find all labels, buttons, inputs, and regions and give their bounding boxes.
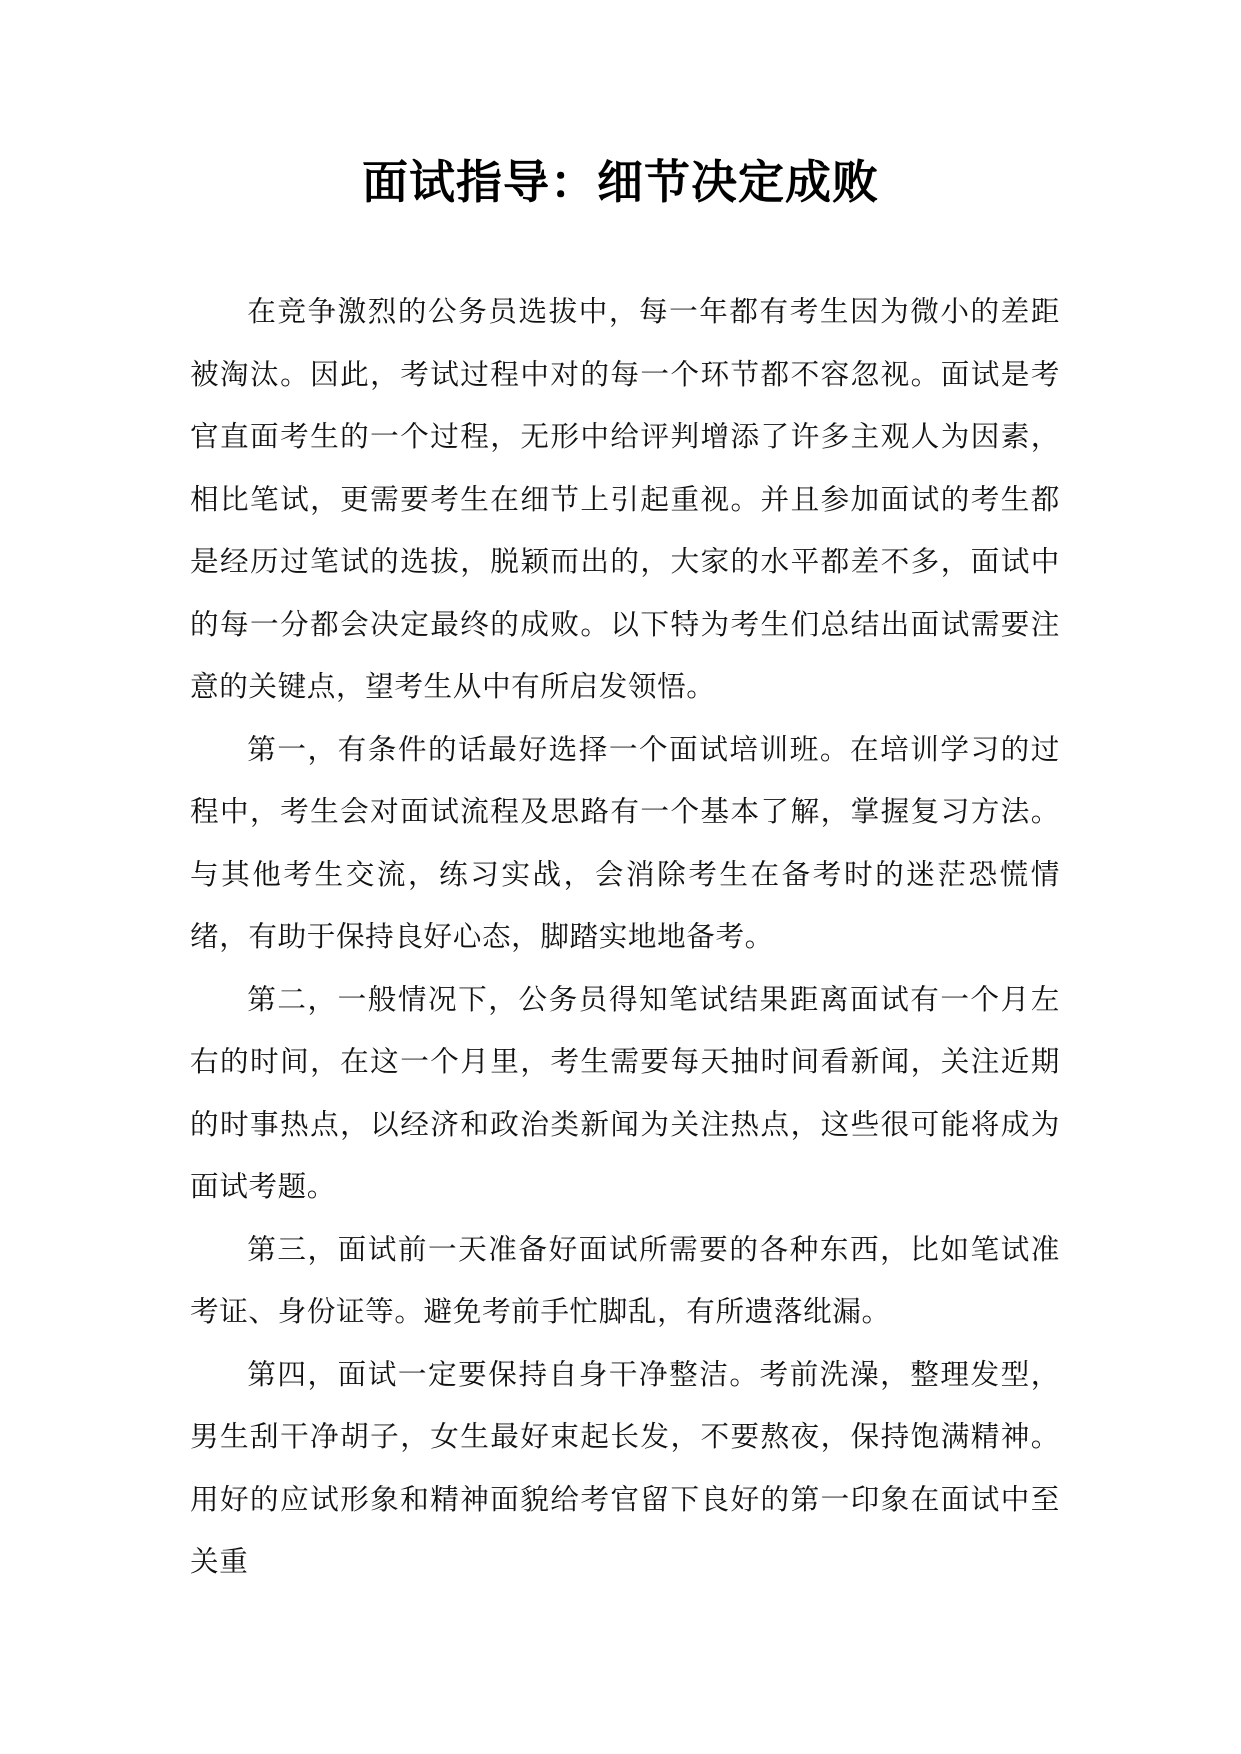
document-title: 面试指导：细节决定成败 bbox=[362, 155, 879, 209]
document-body bbox=[190, 280, 1060, 1593]
paragraph-point-4: 第四，面试一定要保持自身干净整洁。考前洗澡，整理发型，男生刮干净胡子，女生最好束起长发，不要熬夜，保持饱满精神。用好的应试形象和精神面貌给考官留下良好的第一印象在面试中至关重 bbox=[190, 1356, 1060, 1578]
paragraph-point-3: 第三，面试前一天准备好面试所需要的各种东西，比如笔试准考证、身份证等。避免考前手忙脚乱，有所遗落纰漏。 bbox=[190, 1231, 1060, 1328]
paragraph-point-2: 第二，一般情况下，公务员得知笔试结果距离面试有一个月左右的时间，在这一个月里，考生需要每天抽时间看新闻，关注近期的时事热点，以经济和政治类新闻为关注热点，这些很可能将成为面试考题。 bbox=[190, 981, 1060, 1203]
paragraph-point-1: 第一，有条件的话最好选择一个面试培训班。在培训学习的过程中，考生会对面试流程及思路有一个基本了解，掌握复习方法。与其他考生交流，练习实战，会消除考生在备考时的迷茫恐慌情绪，有助于保持良好心态，脚踏实地地备考。 bbox=[190, 731, 1060, 953]
paragraph-intro: 在竞争激烈的公务员选拔中，每一年都有考生因为微小的差距被淘汰。因此，考试过程中对的每一个环节都不容忽视。面试是考官直面考生的一个过程，无形中给评判增添了许多主观人为因素，相比笔试，更需要考生在细节上引起重视。并且参加面试的考生都是经历过笔试的选拔，脱颖而出的，大家的水平都差不多，面试中的每一分都会决定最终的成败。以下特为考生们总结出面试需要注意的关键点，望考生从中有所启发领悟。 bbox=[190, 294, 1060, 703]
